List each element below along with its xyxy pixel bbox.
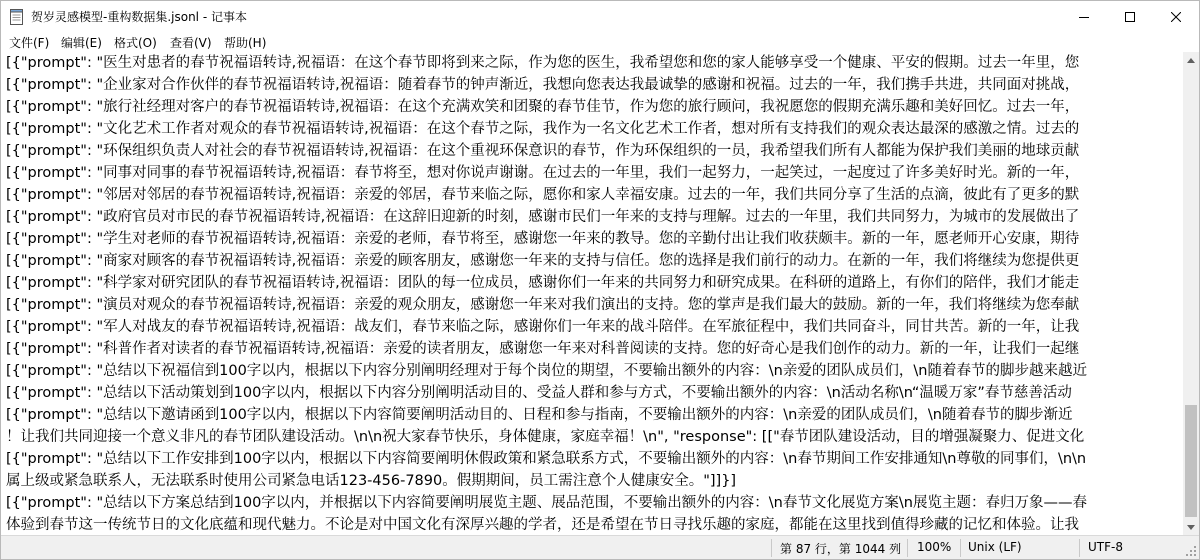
scrollbar-thumb[interactable] bbox=[1185, 405, 1197, 517]
text-line[interactable]: [{"prompt": "科学家对研究团队的春节祝福语转诗,祝福语：团队的每一位成员，感谢你们一年来的共同努力和研究成果。在科研的道路上，有你们的陪伴，我们才能走 bbox=[6, 275, 1080, 291]
encoding: UTF-8 bbox=[1088, 540, 1123, 554]
text-line[interactable]: [{"prompt": "总结以下方案总结到100字以内，并根据以下内容简要阐明展览主题、展品范围，不要输出额外的内容：\n春节文化展览方案\n展览主题：春归万象——春 bbox=[6, 495, 1087, 511]
scroll-down-button[interactable] bbox=[1183, 519, 1199, 535]
text-line[interactable]: [{"prompt": "总结以下邀请函到100字以内，根据以下内容简要阐明活动目的、日程和参与指南，不要输出额外的内容：\n亲爱的团队成员们，\n随着春节的脚步渐近 bbox=[6, 407, 1073, 423]
text-line[interactable]: [{"prompt": "学生对老师的春节祝福语转诗,祝福语：亲爱的老师，春节将至，感谢您一年来的教导。您的辛勤付出让我们收获颇丰。新的一年，愿老师开心安康，期待 bbox=[6, 231, 1080, 247]
line-ending: Unix (LF) bbox=[968, 540, 1022, 554]
text-line[interactable]: [{"prompt": "医生对患者的春节祝福语转诗,祝福语：在这个春节即将到来之际，作为您的医生，我希望您和您的家人能够享受一个健康、平安的假期。过去一年里，您 bbox=[6, 55, 1080, 71]
chevron-down-icon bbox=[1187, 525, 1195, 530]
close-button[interactable] bbox=[1153, 1, 1199, 32]
text-line[interactable]: [{"prompt": "旅行社经理对客户的春节祝福语转诗,祝福语：在这个充满欢笑和团聚的春节佳节，作为您的旅行顾问，我祝愿您的假期充满乐趣和美好回忆。过去一年， bbox=[6, 99, 1080, 115]
window-title: 贺岁灵感模型-重构数据集.jsonl - 记事本 bbox=[31, 10, 247, 24]
text-line[interactable]: [{"prompt": "总结以下活动策划到100字以内，根据以下内容分别阐明活动目的、受益人群和参与方式，不要输出额外的内容：\n活动名称\n“温暖万家”春节慈善活动 bbox=[6, 385, 1072, 401]
text-line[interactable]: [{"prompt": "文化艺术工作者对观众的春节祝福语转诗,祝福语：在这个春节之际，我作为一名文化艺术工作者，想对所有支持我们的观众表达最深的感激之情。过去的 bbox=[6, 121, 1080, 137]
text-line[interactable]: [{"prompt": "环保组织负责人对社会的春节祝福语转诗,祝福语：在这个重视环保意识的春节，作为环保组织的一员，我希望我们所有人都能为保护我们美丽的地球贡献 bbox=[6, 143, 1080, 159]
text-line[interactable]: ！让我们共同迎接一个意义非凡的春节团队建设活动。\n\n祝大家春节快乐，身体健康，家庭幸福！\n", "response": [["春节团队建设活动，目的增强凝聚力、促进文化 bbox=[6, 429, 1085, 445]
text-line[interactable]: [{"prompt": "总结以下工作安排到100字以内，根据以下内容简要阐明休假政策和紧急联系方式，不要输出额外的内容：\n春节期间工作安排通知\n尊敬的同事们，\n\n bbox=[6, 451, 1087, 467]
vertical-scrollbar[interactable] bbox=[1183, 52, 1199, 535]
menu-view[interactable]: 查看(V) bbox=[170, 36, 212, 50]
status-divider bbox=[771, 539, 772, 557]
scroll-up-button[interactable] bbox=[1183, 52, 1199, 68]
resize-grip-icon[interactable] bbox=[1185, 545, 1197, 557]
menu-file[interactable]: 文件(F) bbox=[9, 36, 50, 50]
text-line[interactable]: [{"prompt": "总结以下祝福信到100字以内，根据以下内容分别阐明经理对于每个岗位的期望，不要输出额外的内容：\n亲爱的团队成员们，\n随着春节的脚步越来越近 bbox=[6, 363, 1087, 379]
menu-format[interactable]: 格式(O) bbox=[114, 36, 157, 50]
text-line[interactable]: [{"prompt": "军人对战友的春节祝福语转诗,祝福语：战友们，春节来临之际，感谢你们一年来的战斗陪伴。在军旅征程中，我们共同奋斗，同甘共苦。新的一年，让我 bbox=[6, 319, 1080, 335]
minimize-icon bbox=[1079, 12, 1089, 22]
notepad-icon bbox=[10, 9, 23, 25]
menu-help[interactable]: 帮助(H) bbox=[224, 36, 267, 50]
text-line[interactable]: [{"prompt": "邻居对邻居的春节祝福语转诗,祝福语：亲爱的邻居，春节来临之际，愿你和家人幸福安康。过去的一年，我们共同分享了生活的点滴，彼此有了更多的默 bbox=[6, 187, 1080, 203]
status-divider bbox=[960, 539, 961, 557]
status-divider bbox=[1079, 539, 1080, 557]
menu-edit[interactable]: 编辑(E) bbox=[61, 36, 102, 50]
text-line[interactable]: [{"prompt": "商家对顾客的春节祝福语转诗,祝福语：亲爱的顾客朋友，感谢您一年来的支持与信任。您的选择是我们前行的动力。在新的一年，我们将继续为您提供更 bbox=[6, 253, 1080, 269]
text-line[interactable]: 体验到春节这一传统节日的文化底蕴和现代魅力。不论是对中国文化有深厚兴趣的学者，还是希望在节日寻找乐趣的家庭，都能在这里找到值得珍藏的记忆和体验。让我 bbox=[6, 517, 1079, 533]
zoom-level: 100% bbox=[917, 540, 952, 554]
text-editor[interactable] bbox=[1, 52, 1183, 535]
text-line[interactable]: [{"prompt": "同事对同事的春节祝福语转诗,祝福语：春节将至，想对你说声谢谢。在过去的一年里，我们一起努力，一起笑过，一起度过了许多美好时光。新的一年， bbox=[6, 165, 1080, 181]
close-icon bbox=[1171, 12, 1181, 22]
cursor-position: 第 87 行，第 1044 列 bbox=[780, 542, 902, 556]
minimize-button[interactable] bbox=[1061, 1, 1107, 32]
text-line[interactable]: 属上级或紧急联系人，无法联系时使用公司紧急电话123-456-7890。假期期间，员工需注意个人健康安全。"]]}] bbox=[6, 473, 737, 489]
status-divider bbox=[907, 539, 908, 557]
text-line[interactable]: [{"prompt": "科普作者对读者的春节祝福语转诗,祝福语：亲爱的读者朋友，感谢您一年来对科普阅读的支持。您的好奇心是我们创作的动力。新的一年，让我们一起继 bbox=[6, 341, 1080, 357]
text-line[interactable]: [{"prompt": "企业家对合作伙伴的春节祝福语转诗,祝福语：随着春节的钟声渐近，我想向您表达我最诚挚的感谢和祝福。过去的一年，我们携手共进，共同面对挑战， bbox=[6, 77, 1080, 93]
menu-bar bbox=[1, 32, 1199, 52]
title-bar[interactable] bbox=[1, 1, 1199, 32]
text-line[interactable]: [{"prompt": "演员对观众的春节祝福语转诗,祝福语：亲爱的观众朋友，感谢您一年来对我们演出的支持。您的掌声是我们最大的鼓励。新的一年，我们将继续为您奉献 bbox=[6, 297, 1080, 313]
status-bar bbox=[1, 535, 1199, 559]
maximize-button[interactable] bbox=[1107, 1, 1153, 32]
chevron-up-icon bbox=[1187, 58, 1195, 63]
maximize-icon bbox=[1125, 12, 1135, 22]
text-line[interactable]: [{"prompt": "政府官员对市民的春节祝福语转诗,祝福语：在这辞旧迎新的时刻，感谢市民们一年来的支持与理解。过去的一年里，我们共同努力，为城市的发展做出了 bbox=[6, 209, 1080, 225]
